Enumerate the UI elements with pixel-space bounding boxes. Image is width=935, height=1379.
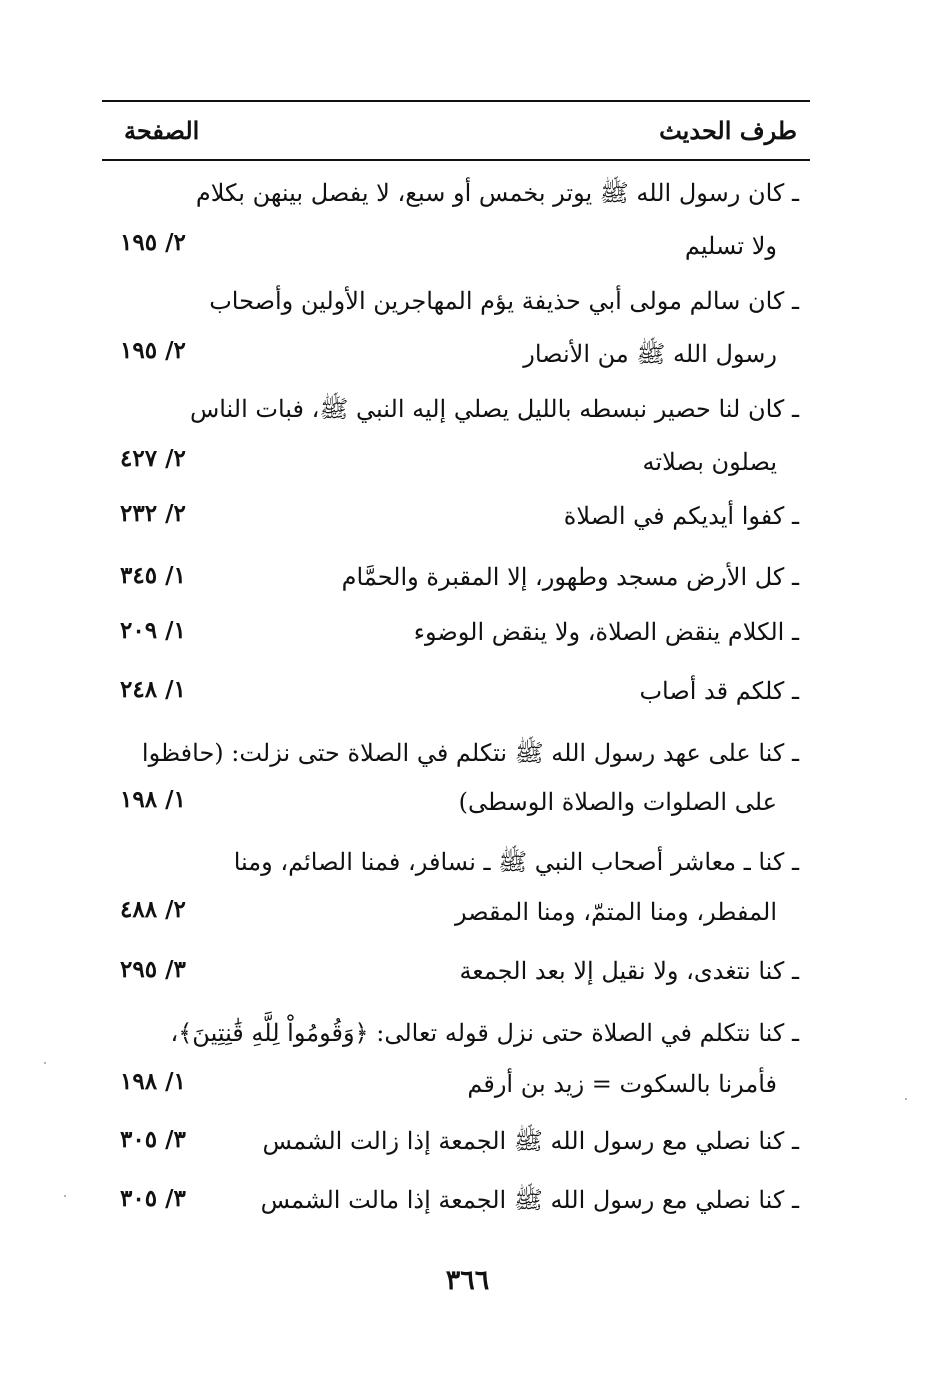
entry-line: المفطر، ومنا المتمّ، ومنا المقصر (454, 898, 777, 926)
page-reference: ٣/ ٣٠٥ (120, 1126, 186, 1153)
scan-speck (64, 1195, 66, 1197)
entry-line: ـ كفوا أيديكم في الصلاة (563, 502, 799, 530)
entry-line: فأمرنا بالسكوت = زيد بن أرقم (467, 1070, 777, 1098)
entry-line: ـ كنا نصلي مع رسول الله ﷺ الجمعة إذا مالت الشمس (260, 1186, 799, 1214)
entry-line: ـ كنا ـ معاشر أصحاب النبي ﷺ ـ نسافر، فمنا الصائم، ومنا (233, 848, 799, 876)
entry-line: ـ كان لنا حصير نبسطه بالليل يصلي إليه النبي ﷺ، فبات الناس (189, 395, 799, 423)
header-rule (102, 159, 810, 161)
entry-line: ـ كنا نصلي مع رسول الله ﷺ الجمعة إذا زالت الشمس (262, 1127, 799, 1155)
page-number: ٣٦٦ (445, 1265, 490, 1296)
column-header-hadith: طرف الحديث (659, 116, 797, 145)
entry-line: ـ كنا نتغدى، ولا نقيل إلا بعد الجمعة (459, 957, 799, 985)
page-reference: ٢/ ١٩٥ (120, 337, 186, 364)
page-reference: ١/ ٢٠٩ (120, 617, 186, 644)
entry-line: ولا تسليم (684, 232, 777, 260)
page-reference: ٢/ ٤٢٧ (120, 445, 186, 472)
entry-line: رسول الله ﷺ من الأنصار (523, 340, 777, 368)
page-reference: ١/ ٣٤٥ (120, 562, 186, 589)
page-reference: ٢/ ٢٣٢ (120, 500, 186, 527)
scan-speck (44, 1062, 46, 1064)
entry-line: على الصلوات والصلاة الوسطى) (458, 788, 777, 816)
page-reference: ٣/ ٢٩٥ (120, 956, 186, 983)
entry-line: ـ كان سالم مولى أبي حذيفة يؤم المهاجرين الأولين وأصحاب (209, 287, 799, 315)
page-reference: ١/ ١٩٨ (120, 786, 186, 813)
page-reference: ٢/ ٤٨٨ (120, 896, 186, 923)
entry-line: يصلون بصلاته (642, 448, 777, 476)
page-reference: ١/ ١٩٨ (120, 1068, 186, 1095)
entry-line: ـ كان رسول الله ﷺ يوتر بخمس أو سبع، لا يفصل بينهن بكلام (195, 179, 799, 207)
page-reference: ٢/ ١٩٥ (120, 229, 186, 256)
column-header-page: الصفحة (124, 116, 200, 145)
top-rule (102, 100, 810, 102)
entry-line: ـ كنا على عهد رسول الله ﷺ نتكلم في الصلاة حتى نزلت: (حافظوا (141, 739, 799, 767)
page-reference: ٣/ ٣٠٥ (120, 1185, 186, 1212)
entry-line: ـ كلكم قد أصاب (639, 677, 799, 705)
page-reference: ١/ ٢٤٨ (120, 676, 186, 703)
entry-line: ـ الكلام ينقض الصلاة، ولا ينقض الوضوء (413, 618, 799, 646)
entry-line: ـ كل الأرض مسجد وطهور، إلا المقبرة والحمَّام (341, 563, 799, 591)
entry-line: ـ كنا نتكلم في الصلاة حتى نزل قوله تعالى: ﴿وَقُومُواْ لِلَّهِ قَٰنِتِينَ﴾، (170, 1019, 799, 1047)
scan-speck (905, 1098, 907, 1100)
